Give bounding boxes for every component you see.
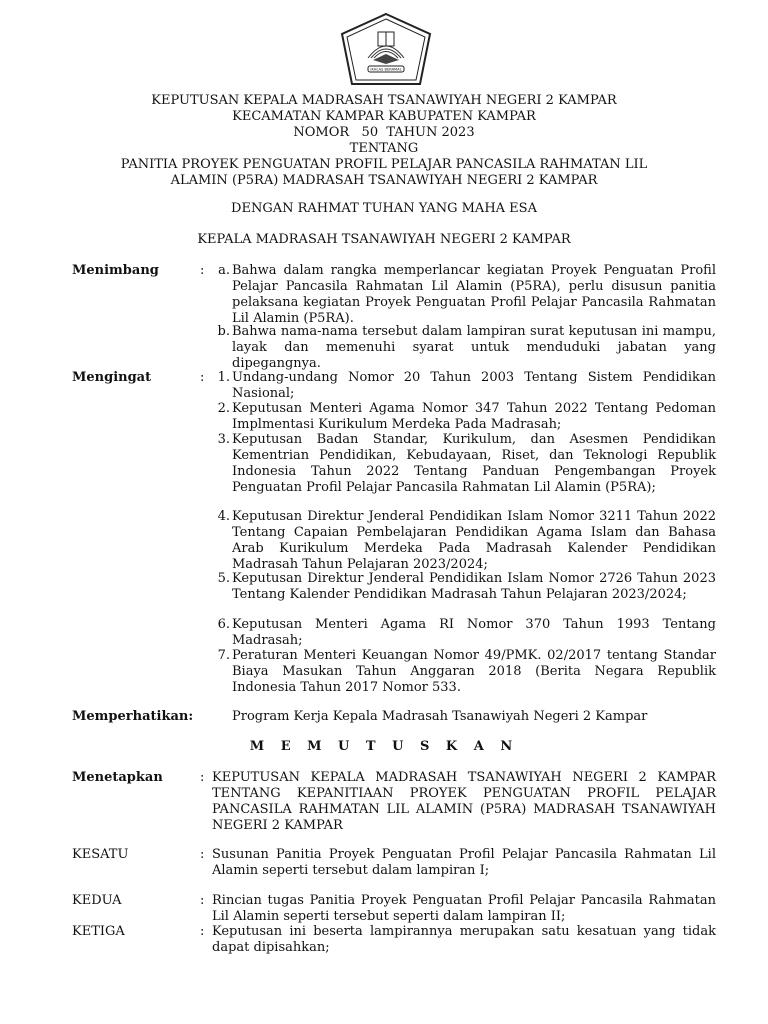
colon: : bbox=[200, 847, 205, 862]
header-line-1: KEPUTUSAN KEPALA MADRASAH TSANAWIYAH NEGERI 2 KAMPAR bbox=[151, 93, 617, 108]
mengingat-label: Mengingat bbox=[72, 370, 152, 385]
header-line-2: KECAMATAN KAMPAR KABUPATEN KAMPAR bbox=[232, 109, 536, 124]
header-line-4: TENTANG bbox=[349, 141, 419, 156]
colon: : bbox=[200, 263, 205, 278]
kesatu-text: Susunan Panitia Proyek Penguatan Profil Pelajar Pancasila Rahmatan Lil Alamin seperti tersebut dalam lampiran I; bbox=[212, 847, 716, 878]
memutuskan-heading: M E M U T U S K A N bbox=[249, 739, 519, 754]
kesatu-label: KESATU bbox=[72, 847, 129, 862]
kedua-label: KEDUA bbox=[72, 893, 122, 908]
header-line-5: PANITIA PROYEK PENGUATAN PROFIL PELAJAR PANCASILA RAHMATAN LIL bbox=[120, 157, 648, 172]
menimbang-label: Menimbang bbox=[72, 263, 159, 278]
kemenag-emblem-icon bbox=[338, 12, 434, 88]
memperhatikan-label: Memperhatikan: bbox=[72, 709, 194, 724]
issuer-title: KEPALA MADRASAH TSANAWIYAH NEGERI 2 KAMPAR bbox=[197, 232, 571, 247]
header-line-6: ALAMIN (P5RA) MADRASAH TSANAWIYAH NEGERI 2 KAMPAR bbox=[170, 173, 598, 188]
header-line-3: NOMOR 50 TAHUN 2023 bbox=[293, 125, 475, 140]
menetapkan-text: KEPUTUSAN KEPALA MADRASAH TSANAWIYAH NEGERI 2 KAMPAR TENTANG KEPANITIAAN PROYEK PENGUATAN PROFIL PELAJAR PANCASILA RAHMATAN LIL ALAMIN (P5RA) MADRASAH TSANAWIYAH NEGERI 2 KAMPAR bbox=[212, 770, 716, 833]
colon: : bbox=[200, 770, 205, 785]
colon: : bbox=[200, 924, 205, 939]
invocation: DENGAN RAHMAT TUHAN YANG MAHA ESA bbox=[231, 201, 537, 216]
ketiga-text: Keputusan ini beserta lampirannya merupakan satu kesatuan yang tidak dapat dipisahkan; bbox=[212, 924, 716, 955]
ketiga-label: KETIGA bbox=[72, 924, 125, 939]
colon: : bbox=[200, 893, 205, 908]
kedua-text: Rincian tugas Panitia Proyek Penguatan Profil Pelajar Pancasila Rahmatan Lil Alamin seperti tersebut seperti dalam lampiran II; bbox=[212, 893, 716, 924]
memperhatikan-text: Program Kerja Kepala Madrasah Tsanawiyah Negeri 2 Kampar bbox=[232, 709, 648, 724]
logo-caption: IKHLAS BERAMAL bbox=[370, 67, 402, 72]
menetapkan-label: Menetapkan bbox=[72, 770, 163, 785]
document-page: IKHLAS BERAMAL KEPUTUSAN KEPALA MADRASAH TSANAWIYAH NEGERI 2 KAMPAR KECAMATAN KAMPAR KABUPATEN KAMPAR NOMOR 50 TAHUN 2023 TENTANG PANITIA PROYEK PENGUATAN PROFIL PELAJAR PANCASILA RAHMATAN LIL ALAMIN (P5RA) MADRASAH TSANAWIYAH NEGERI 2 KAMPAR DENGAN RAHMAT TUHAN YANG MAHA ESA KEPALA MADRASAH TSANAWIYAH NEGERI 2 KAMPAR Menimbang : a. Bahwa dalam rangka memperlancar kegiatan Proyek Penguatan Profil Pelajar Pancasila Rahmatan Lil Alamin (P5RA), perlu disusun panitia pelaksana kegiatan Proyek Penguatan Profil Pelajar Pancasila Rahmatan Lil Alamin (P5RA). b. Bahwa nama-nama tersebut dalam lampiran surat keputusan ini mampu, layak dan memenuhi syarat untuk menduduki jabatan yang dipegangnya. Mengingat : 1. Undang-undang Nomor 20 Tahun 2003 Tentang Sistem Pendidikan Nasional; 2. Keputusan Menteri Agama Nomor 347 Tahun 2022 Tentang Pedoman Implmentasi Kurikulum Merdeka Pada Madrasah; 3. Keputusan Badan Standar, Kurikulum, dan Asesmen Pendidikan Kementrian Pendidikan, Kebudayaan, Riset, dan Teknologi Republik Indonesia Tahun 2022 Tentang Panduan Pengembangan Proyek Penguatan Profil Pelajar Pancasila Rahmatan Lil Alamin (P5RA); 4. Keputusan Direktur Jenderal Pendidikan Islam Nomor 3211 Tahun 2022 Tentang Capaian Pembelajaran Pendidikan Agama Islam dan Bahasa Arab Kurikulum Merdeka Pada Madrasah Kalender Pendidikan Madrasah Tahun Pelajaran 2023/2024; 5. Keputusan Direktur Jenderal Pendidikan Islam Nomor 2726 Tahun 2023 Tentang Kalender Pendidikan Madrasah Tahun Pelajaran 2023/2024; 6. Keputusan Menteri Agama RI Nomor 370 Tahun 1993 Tentang Madrasah; 7. Peraturan Menteri Keuangan Nomor 49/PMK. 02/2017 tentang Standar Biaya Masukan Tahun Anggaran 2018 (Berita Negara Republik Indonesia Tahun 2017 Nomor 533. Memperhatikan: Program Kerja Kepala Madrasah Tsanawiyah Negeri 2 Kampar M E M U T U S K A N Menetapkan : KEPUTUSAN KEPALA MADRASAH TSANAWIYAH NEGERI 2 KAMPAR TENTANG KEPANITIAAN PROYEK PENGUATAN PROFIL PELAJAR PANCASILA RAHMATAN LIL ALAMIN (P5RA) MADRASAH TSANAWIYAH NEGERI 2 KAMPAR KESATU : Susunan Panitia Proyek Penguatan Profil Pelajar Pancasila Rahmatan Lil Alamin seperti tersebut dalam lampiran I; KEDUA : Rincian tugas Panitia Proyek Penguatan Profil Pelajar Pancasila Rahmatan Lil Alamin seperti tersebut seperti dalam lampiran II; KETIGA : Keputusan ini beserta lampirannya merupakan satu kesatuan yang tidak dapat dipisahkan; bbox=[0, 0, 768, 1024]
colon: : bbox=[200, 370, 205, 385]
decree-header bbox=[0, 93, 768, 189]
